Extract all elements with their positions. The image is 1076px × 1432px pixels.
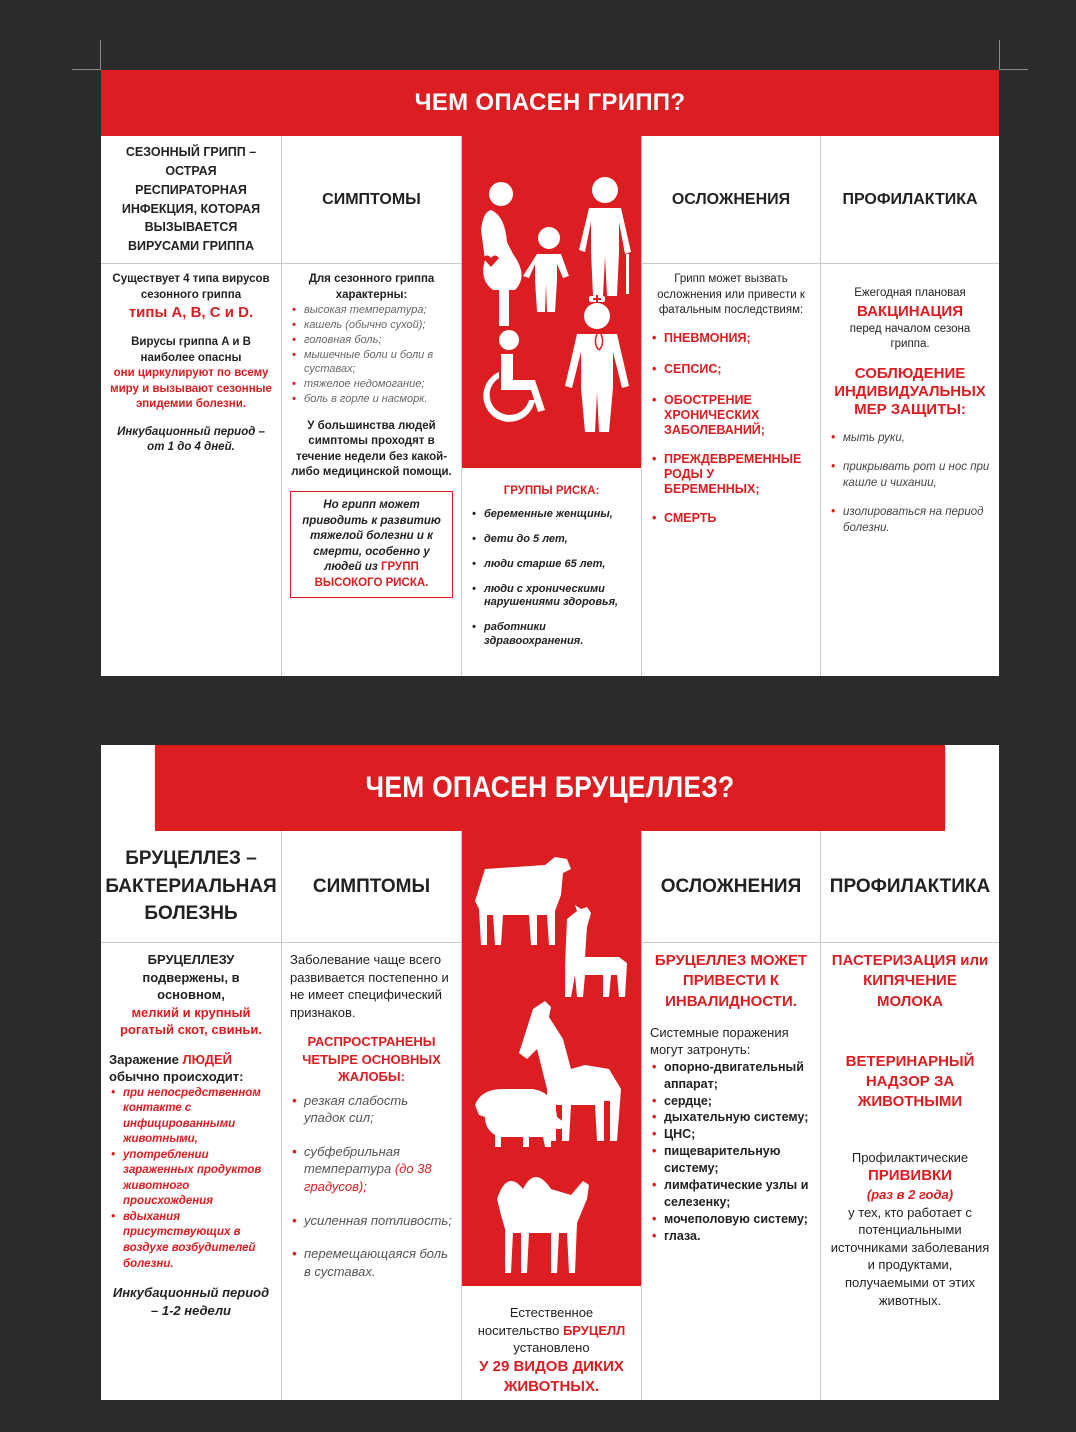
brucellosis-grid: [101, 831, 999, 1400]
bru-vaccination-red: ПРИВИВКИ: [868, 1167, 952, 1185]
flu-types-text: Существует 4 типа вирусов сезонного гриппа: [112, 273, 270, 301]
bru-col-definition: [101, 831, 281, 1400]
people-icon: [469, 176, 634, 436]
list-item: • употреблении зараженных продуктов животного происхождения: [109, 1148, 273, 1210]
bru-symptoms-header: СИМПТОМЫ: [282, 831, 461, 943]
flu-complications-list: [650, 331, 812, 526]
crop-mark: [72, 69, 100, 70]
flu-incubation: Инкубационный период – от 1 до 4 дней.: [117, 425, 265, 454]
flu-vaccination-red: ВАКЦИНАЦИЯ: [857, 302, 963, 320]
list-item: • при непосредственном контакте с инфицированными животными,: [109, 1086, 273, 1148]
list-item: • мочеполовую систему;: [650, 1211, 812, 1228]
list-item: • боль в горле и насморк.: [290, 392, 453, 407]
list-item: • дети до 5 лет,: [470, 533, 633, 546]
flu-col-prevention: [820, 136, 999, 676]
bru-susceptible-text: БРУЦЕЛЛЕЗУ подвержены, в основном,: [142, 952, 240, 1003]
flu-panel: [101, 70, 999, 676]
bru-carriers-body: [462, 1298, 641, 1400]
flu-risk-illustration: [462, 136, 641, 468]
flu-risk-title: ГРУППЫ РИСКА:: [503, 485, 600, 497]
crop-mark: [100, 40, 101, 70]
flu-prevention-header: ПРОФИЛАКТИКА: [821, 136, 999, 264]
bru-col-symptoms: [281, 831, 461, 1400]
list-item: • ПРЕЖДЕВРЕМЕННЫЕ РОДЫ У БЕРЕМЕННЫХ;: [650, 452, 812, 497]
list-item: • вдыхания присутствующих в воздухе возбудителей болезни.: [109, 1210, 273, 1272]
bru-carriers-species: У 29 ВИДОВ ДИКИХ ЖИВОТНЫХ.: [479, 1357, 624, 1395]
bru-col-complications: [641, 831, 820, 1400]
bru-incubation: Инкубационный период – 1-2 недели: [112, 1285, 270, 1318]
bru-prevention-body: [821, 943, 999, 1400]
flu-risk-list: [470, 508, 633, 648]
list-item: • пищеварительную систему;: [650, 1143, 812, 1177]
bru-symptoms-list: [290, 1092, 453, 1280]
flu-definition-body: [101, 264, 281, 676]
list-item: • лимфатические узлы и селезенку;: [650, 1177, 812, 1211]
bru-carriers-label: Естественное носительство: [477, 1305, 594, 1338]
flu-measures-red: СОБЛЮДЕНИЕ ИНДИВИДУАЛЬНЫХ МЕР ЗАЩИТЫ:: [834, 364, 986, 418]
bru-carriers-red: БРУЦЕЛЛ: [562, 1322, 626, 1338]
list-item: • люди с хроническими нарушениями здоровья,: [470, 583, 633, 609]
bru-vet-control-red: ВЕТЕРИНАРНЫЙ НАДЗОР ЗА ЖИВОТНЫМИ: [845, 1052, 975, 1111]
list-item: • люди старше 65 лет,: [470, 558, 633, 571]
bru-infection-note: обычно происходит:: [109, 1069, 244, 1085]
list-item: • СЕПСИС;: [650, 362, 812, 377]
list-item: • ПНЕВМОНИЯ;: [650, 331, 812, 346]
bru-complications-intro: Системные поражения могут затронуть:: [650, 1024, 789, 1058]
flu-complications-body: [642, 264, 820, 676]
flu-definition-header: СЕЗОННЫЙ ГРИПП – ОСТРАЯ РЕСПИРАТОРНАЯ ИНФЕКЦИЯ, КОТОРАЯ ВЫЗЫВАЕТСЯ ВИРУСАМИ ГРИППА: [101, 136, 281, 264]
flu-prevention-body: [821, 264, 999, 676]
flu-col-symptoms: [281, 136, 461, 676]
animals-icon: [467, 849, 637, 1279]
bru-symptoms-intro: Заболевание чаще всего развивается постепенно и не имеет специфический признаков.: [290, 952, 449, 1020]
list-item: • СМЕРТЬ: [650, 511, 812, 526]
bru-vaccination-note: у тех, кто работает с потенциальными источниками заболевания и продуктами, получаемыми от этих животных.: [830, 1204, 990, 1308]
list-item: • резкая слабость упадок сил;: [290, 1092, 453, 1127]
list-item: • мыть руки,: [829, 431, 991, 447]
flu-warning-red: ГРУПП ВЫСОКОГО РИСКА.: [314, 561, 429, 589]
list-item: • мышечные боли и боли в суставах;: [290, 348, 453, 378]
list-item: • усиленная потливость;: [290, 1212, 453, 1230]
brucellosis-panel: [101, 745, 999, 1400]
bru-definition-header: БРУЦЕЛЛЕЗ – БАКТЕРИАЛЬНАЯ БОЛЕЗНЬ: [101, 831, 281, 943]
list-item: • прикрывать рот и нос при кашле и чихании,: [829, 460, 991, 491]
bru-infection-text: [109, 1051, 273, 1086]
bru-complications-header: ОСЛОЖНЕНИЯ: [642, 831, 820, 943]
flu-vaccination-text: Ежегодная плановая: [854, 287, 966, 299]
flu-warning-box: [290, 491, 453, 598]
flu-vaccination-note: перед началом сезона гриппа.: [849, 322, 971, 351]
bru-disability-red: БРУЦЕЛЛЕЗ МОЖЕТ ПРИВЕСТИ К ИНВАЛИДНОСТИ.: [654, 952, 808, 1010]
bru-infection-label: Заражение: [109, 1051, 179, 1067]
bru-complications-body: [642, 943, 820, 1400]
bru-col-prevention: [820, 831, 999, 1400]
list-item: • беременные женщины,: [470, 508, 633, 521]
flu-col-complications: [641, 136, 820, 676]
list-item: • тяжелое недомогание;: [290, 377, 453, 392]
bru-vaccination-freq: (раз в 2 года): [866, 1187, 954, 1203]
list-item: • ЦНС;: [650, 1126, 812, 1143]
flu-symptoms-list: [290, 303, 453, 407]
flu-col-definition: [101, 136, 281, 676]
flu-col-risk: [461, 136, 641, 676]
bru-col-animals: [461, 831, 641, 1400]
flu-title: ЧЕМ ОПАСЕН ГРИПП?: [101, 70, 999, 136]
bru-infection-red: ЛЮДЕЙ: [182, 1051, 233, 1067]
bru-definition-body: [101, 943, 281, 1400]
flu-risk-body: [462, 476, 641, 676]
bru-pasteurization-red: ПАСТЕРИЗАЦИЯ или КИПЯЧЕНИЕ МОЛОКА: [831, 952, 989, 1010]
list-item: • глаза.: [650, 1228, 812, 1245]
flu-warning-text: Но грипп может приводить к развитию тяжелой болезни и к смерти, особенно у людей из: [302, 499, 441, 574]
flu-symptoms-header: СИМПТОМЫ: [282, 136, 461, 264]
brucellosis-title: ЧЕМ ОПАСЕН БРУЦЕЛЛЕЗ?: [155, 745, 945, 831]
bru-animals-illustration: [462, 831, 641, 1286]
flu-complications-header: ОСЛОЖНЕНИЯ: [642, 136, 820, 264]
bru-prevention-header: ПРОФИЛАКТИКА: [821, 831, 999, 943]
flu-grid: [101, 136, 999, 676]
list-item-text: субфебрильная температура: [304, 1143, 400, 1177]
list-item-red: (до 38 градусов);: [304, 1161, 432, 1195]
bru-vaccination-text: Профилактические: [851, 1149, 969, 1165]
list-item: [290, 1143, 453, 1196]
crop-mark: [999, 40, 1000, 70]
list-item: • высокая температура;: [290, 303, 453, 318]
list-item: • дыхательную систему;: [650, 1109, 812, 1126]
list-item: • ОБОСТРЕНИЕ ХРОНИЧЕСКИХ ЗАБОЛЕВАНИЙ;: [650, 393, 812, 438]
flu-ab-red: они циркулируют по всему миру и вызывают сезонные эпидемии болезни.: [110, 367, 272, 411]
list-item: • опорно-двигательный аппарат;: [650, 1059, 812, 1093]
bru-carriers-text: [470, 1304, 633, 1357]
bru-symptoms-body: [282, 943, 461, 1400]
flu-complications-intro: Грипп может вызвать осложнения или привести к фатальным последствиям:: [657, 273, 805, 317]
flu-types-red: типы A, B, C и D.: [128, 304, 254, 322]
flu-measures-list: [829, 431, 991, 537]
bru-susceptible-red: мелкий и крупный рогатый скот, свиньи.: [119, 1004, 263, 1038]
list-item: • работники здравоохранения.: [470, 621, 633, 647]
bru-carriers-label-b: установлено: [513, 1340, 590, 1356]
bru-infection-list: [109, 1086, 273, 1272]
crop-mark: [1000, 69, 1028, 70]
list-item: • изолироваться на период болезни.: [829, 505, 991, 536]
bru-complications-list: [650, 1059, 812, 1245]
bru-complaints-red: РАСПРОСТРАНЕНЫ ЧЕТЫРЕ ОСНОВНЫХ ЖАЛОБЫ:: [302, 1034, 441, 1085]
list-item: • сердце;: [650, 1093, 812, 1110]
flu-symptoms-recovery: У большинства людей симптомы проходят в течение недели без какой-либо медицинской помощи.: [291, 419, 452, 479]
list-item: • перемещающаяся боль в суставах.: [290, 1245, 453, 1280]
list-item: • головная боль;: [290, 333, 453, 348]
flu-symptoms-intro: Для сезонного гриппа характерны:: [308, 273, 435, 301]
flu-ab-text: Вирусы гриппа A и B наиболее опасны: [131, 336, 251, 364]
list-item: • кашель (обычно сухой);: [290, 318, 453, 333]
flu-symptoms-body: [282, 264, 461, 676]
